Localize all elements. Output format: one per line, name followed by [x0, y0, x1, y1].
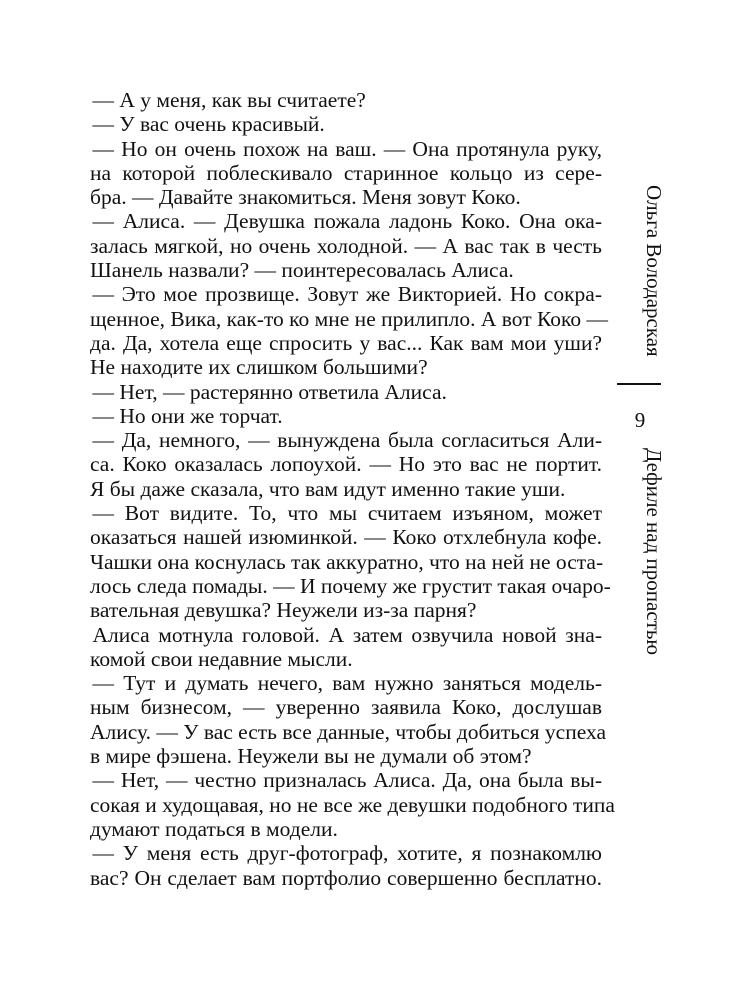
- text-line: — Вот видите. То, что мы считаем изъяном, может: [92, 501, 602, 526]
- text-line: в мире фэшена. Неужели вы не думали об этом?: [90, 744, 532, 769]
- text-line: сокая и худощавая, но не все же девушки подобного типа: [90, 792, 615, 817]
- text-line: бра. — Давайте знакомиться. Меня зовут Коко.: [90, 185, 521, 210]
- text-line: оказаться нашей изюминкой. — Коко отхлебнула кофе.: [90, 525, 602, 550]
- text-line: — Да, немного, — вынуждена была согласиться Али-: [92, 428, 602, 453]
- text-line: Не находите их слишком большими?: [90, 355, 428, 380]
- text-line: — Но они же торчат.: [92, 403, 283, 428]
- text-line: — А у меня, как вы считаете?: [92, 88, 366, 112]
- body-text: [90, 88, 615, 890]
- text-line: — Тут и думать нечего, вам нужно заняться модель-: [92, 671, 602, 696]
- text-line: — Но он очень похож на ваш. — Она протянула руку,: [92, 136, 602, 161]
- header-divider: [617, 383, 661, 385]
- text-line: щенное, Вика, как-то ко мне не прилипло. А вот Коко —: [90, 306, 608, 331]
- text-line: комой свои недавние мысли.: [90, 646, 353, 671]
- text-line: — У вас очень красивый.: [92, 112, 325, 137]
- page-number: 9: [634, 408, 646, 432]
- text-line: думают податься в модели.: [90, 816, 338, 841]
- text-line: Алису. — У вас есть все данные, чтобы добиться успеха: [90, 719, 606, 744]
- text-line: лось следа помады. — И почему же грустит такая очаро-: [90, 573, 611, 598]
- text-line: — Это мое прозвище. Зовут же Викторией. Но сокра-: [92, 282, 602, 307]
- text-line: вательная девушка? Неужели из-за парня?: [90, 598, 477, 623]
- text-line: ным бизнесом, — уверенно заявила Коко, дослушав: [90, 695, 602, 720]
- text-line: Шанель назвали? — поинтересовалась Алиса.: [90, 258, 514, 283]
- text-line: на которой поблескивало старинное кольцо из сере-: [90, 160, 602, 185]
- text-line: да. Да, хотела еще спросить у вас... Как вам мои уши?: [90, 330, 602, 355]
- text-line: — Алиса. — Девушка пожала ладонь Коко. Она ока-: [92, 209, 602, 234]
- text-line: са. Коко оказалась лопоухой. — Но это вас не портит.: [90, 452, 602, 477]
- author-name: Ольга Володарская: [642, 185, 666, 357]
- text-line: Я бы даже сказала, что вам идут именно такие уши.: [90, 476, 566, 501]
- text-line: — Нет, — честно призналась Алиса. Да, она была вы-: [92, 768, 602, 793]
- text-line: залась мягкой, но очень холодной. — А вас так в честь: [90, 233, 602, 258]
- text-line: вас? Он сделает вам портфолио совершенно бесплатно.: [90, 865, 602, 890]
- text-line: Алиса мотнула головой. А затем озвучила новой зна-: [92, 622, 602, 647]
- book-title: Дефиле над пропастью: [642, 448, 666, 656]
- text-line: — Нет, — растерянно ответила Алиса.: [92, 379, 447, 404]
- text-line: Чашки она коснулась так аккуратно, что на ней не оста-: [90, 549, 604, 574]
- text-line: — У меня есть друг-фотограф, хотите, я познакомлю: [92, 841, 602, 866]
